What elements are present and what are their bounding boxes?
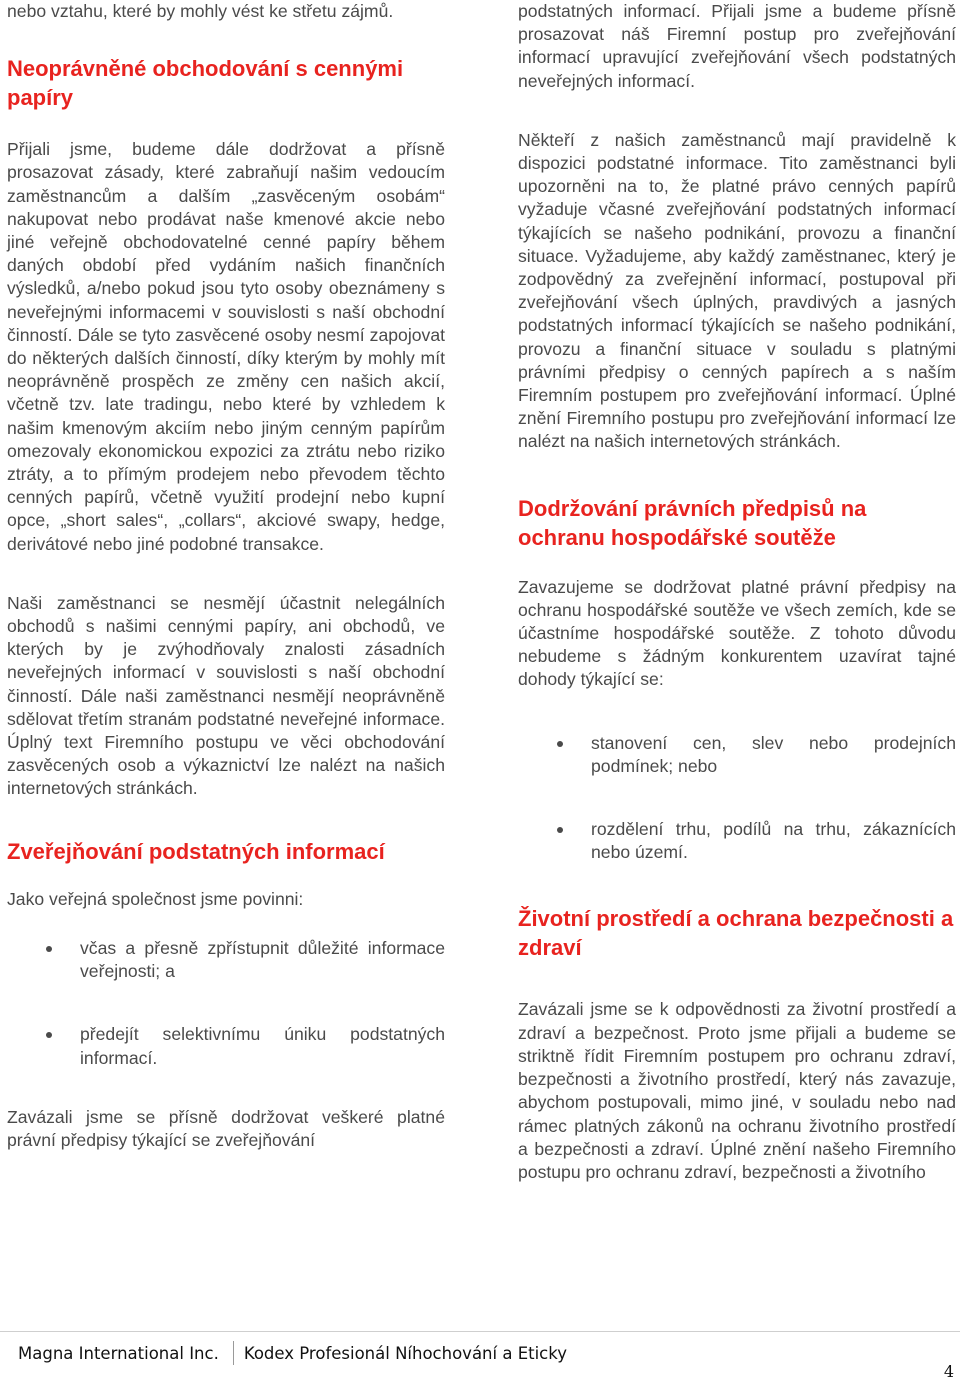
list-item: včas a přesně zpřístupnit důležité informace veřejnosti; a: [7, 937, 445, 983]
competition-bullet-list: [518, 732, 956, 865]
continued-paragraph: podstatných informací. Přijali jsme a budeme přísně prosazovat náš Firemní postup pro zveřejňování informací upravující zveřejňování všech podstatných neveřejných informací.: [518, 1, 956, 91]
heading-environment: Životní prostředí a ochrana bezpečnosti a zdraví: [518, 906, 954, 961]
insider-trading-paragraph-2: Naši zaměstnanci se nesmějí účastnit nelegálních obchodů s našimi cennými papíry, ani obchodů, ve kterých by je zvýhodňovaly znalosti zásadních neveřejných informací v souvislosti s naší obchodní činností. Dále naši zaměstnanci nesmějí neoprávněně sdělovat třetím stranám podstatné neveřejné informace. Úplný text Firemního postupu ve věci obchodování zasvěcených osob a výkaznictví lze nalézt na našich internetových stránkách.: [7, 592, 445, 799]
competition-paragraph: Zavazujeme se dodržovat platné právní předpisy na ochranu hospodářské soutěže ve všech zemích, kde se účastníme hospodářské soutěže. Z tohoto důvodu nebudeme s žádným konkurentem uzavírat tajné dohody týkající se:: [518, 576, 956, 690]
list-item: předejít selektivnímu úniku podstatných informací.: [7, 1023, 445, 1069]
continued-paragraph: nebo vztahu, které by mohly vést ke střetu zájmů.: [7, 1, 394, 21]
insider-trading-paragraph-1: Přijali jsme, budeme dále dodržovat a přísně prosazovat zásady, které zabraňují našim vedoucím zaměstnancům a dalším „zasvěceným osobám“ nakupovat nebo prodávat naše kmenové akcie nebo jiné veřejně obchodovatelné cenné papíry během daných období před vydáním našich finančních výsledků, a/nebo pokud jsou tyto osoby obeznámeny s neveřejnými informacemi v souvislosti s naší obchodní činností. Dále se tyto zasvěcené osoby nesmí zapojovat do některých dalších činností, díky kterým by mohly mít neoprávněně prospěch ze změny cen našich akcií, včetně tzv. late tradingu, nebo které by vzhledem k našim kmenovým akciím nebo jiným cenným papírům omezovaly ekonomickou expozici za ztrátu nebo riziko ztráty, a to přímým prodejem nebo převodem těchto cenných papírů, včetně využití prodejní nebo kupní opce, „short sales“, „collars“, akciové swapy, hedge, derivátové nebo jiné podobné transakce.: [7, 139, 445, 554]
footer-separator: [233, 1341, 234, 1365]
heading-competition: Dodržování právních předpisů na ochranu hospodářské soutěže: [518, 495, 867, 550]
disclosure-paragraph-2: Zavázali jsme se přísně dodržovat veškeré platné právní předpisy týkající se zveřejňování: [7, 1106, 445, 1150]
disclosure-paragraph-3: Někteří z našich zaměstnanců mají pravidelně k dispozici podstatné informace. Tito zaměstnanci byli upozorněni na to, že platné právo cenných papírů vyžaduje včasné zveřejňování podstatných informací týkajících se našeho podnikání, provozu a finanční situace. Vyžadujeme, aby každý zaměstnanec, který je zodpovědný za zveřejnění informací, postupoval při zveřejňování všech úplných, pravdivých a jasných podstatných informací týkajících se našeho podnikání, provozu a finanční situace v souladu s platnými právními předpisy o cenných papírech a s naším Firemním postupem pro zveřejňování informací. Úplné znění Firemního postupu pro zveřejňování informací lze nalézt na našich internetových stránkách.: [518, 129, 956, 452]
footer-divider: [0, 1331, 960, 1332]
heading-disclosure: Zveřejňování podstatných informací: [7, 838, 385, 864]
right-column: [518, 0, 956, 1184]
disclosure-intro: Jako veřejná společnost jsme povinni:: [7, 888, 304, 909]
footer-document-title: Kodex Profesionál Níhochování a Eticky: [243, 1343, 567, 1363]
disclosure-bullet-list: [7, 937, 445, 1070]
environment-paragraph: Zavázali jsme se k odpovědnosti za životní prostředí a zdraví a bezpečnost. Proto jsme přijali a budeme se striktně řídit Firemním postupem pro ochranu zdraví, bezpečnosti a životního prostředí, který nás zavazuje, abychom postupovali, mimo jiné, v souladu nebo nad rámec platných zákonů na ochranu životního prostředí a bezpečnosti a zdraví. Úplné znění našeho Firemního postupu pro ochranu zdraví, bezpečnosti a životního: [518, 999, 956, 1182]
page-footer: [18, 1340, 567, 1366]
heading-insider-trading: Neoprávněné obchodování s cennými papíry: [7, 56, 404, 111]
page-number: 4: [943, 1362, 954, 1381]
left-column: [7, 0, 445, 1152]
list-item: stanovení cen, slev nebo prodejních podmínek; nebo: [518, 732, 956, 778]
list-item: rozdělení trhu, podílů na trhu, zákaznících nebo území.: [518, 818, 956, 864]
footer-company: Magna International Inc.: [18, 1343, 219, 1363]
